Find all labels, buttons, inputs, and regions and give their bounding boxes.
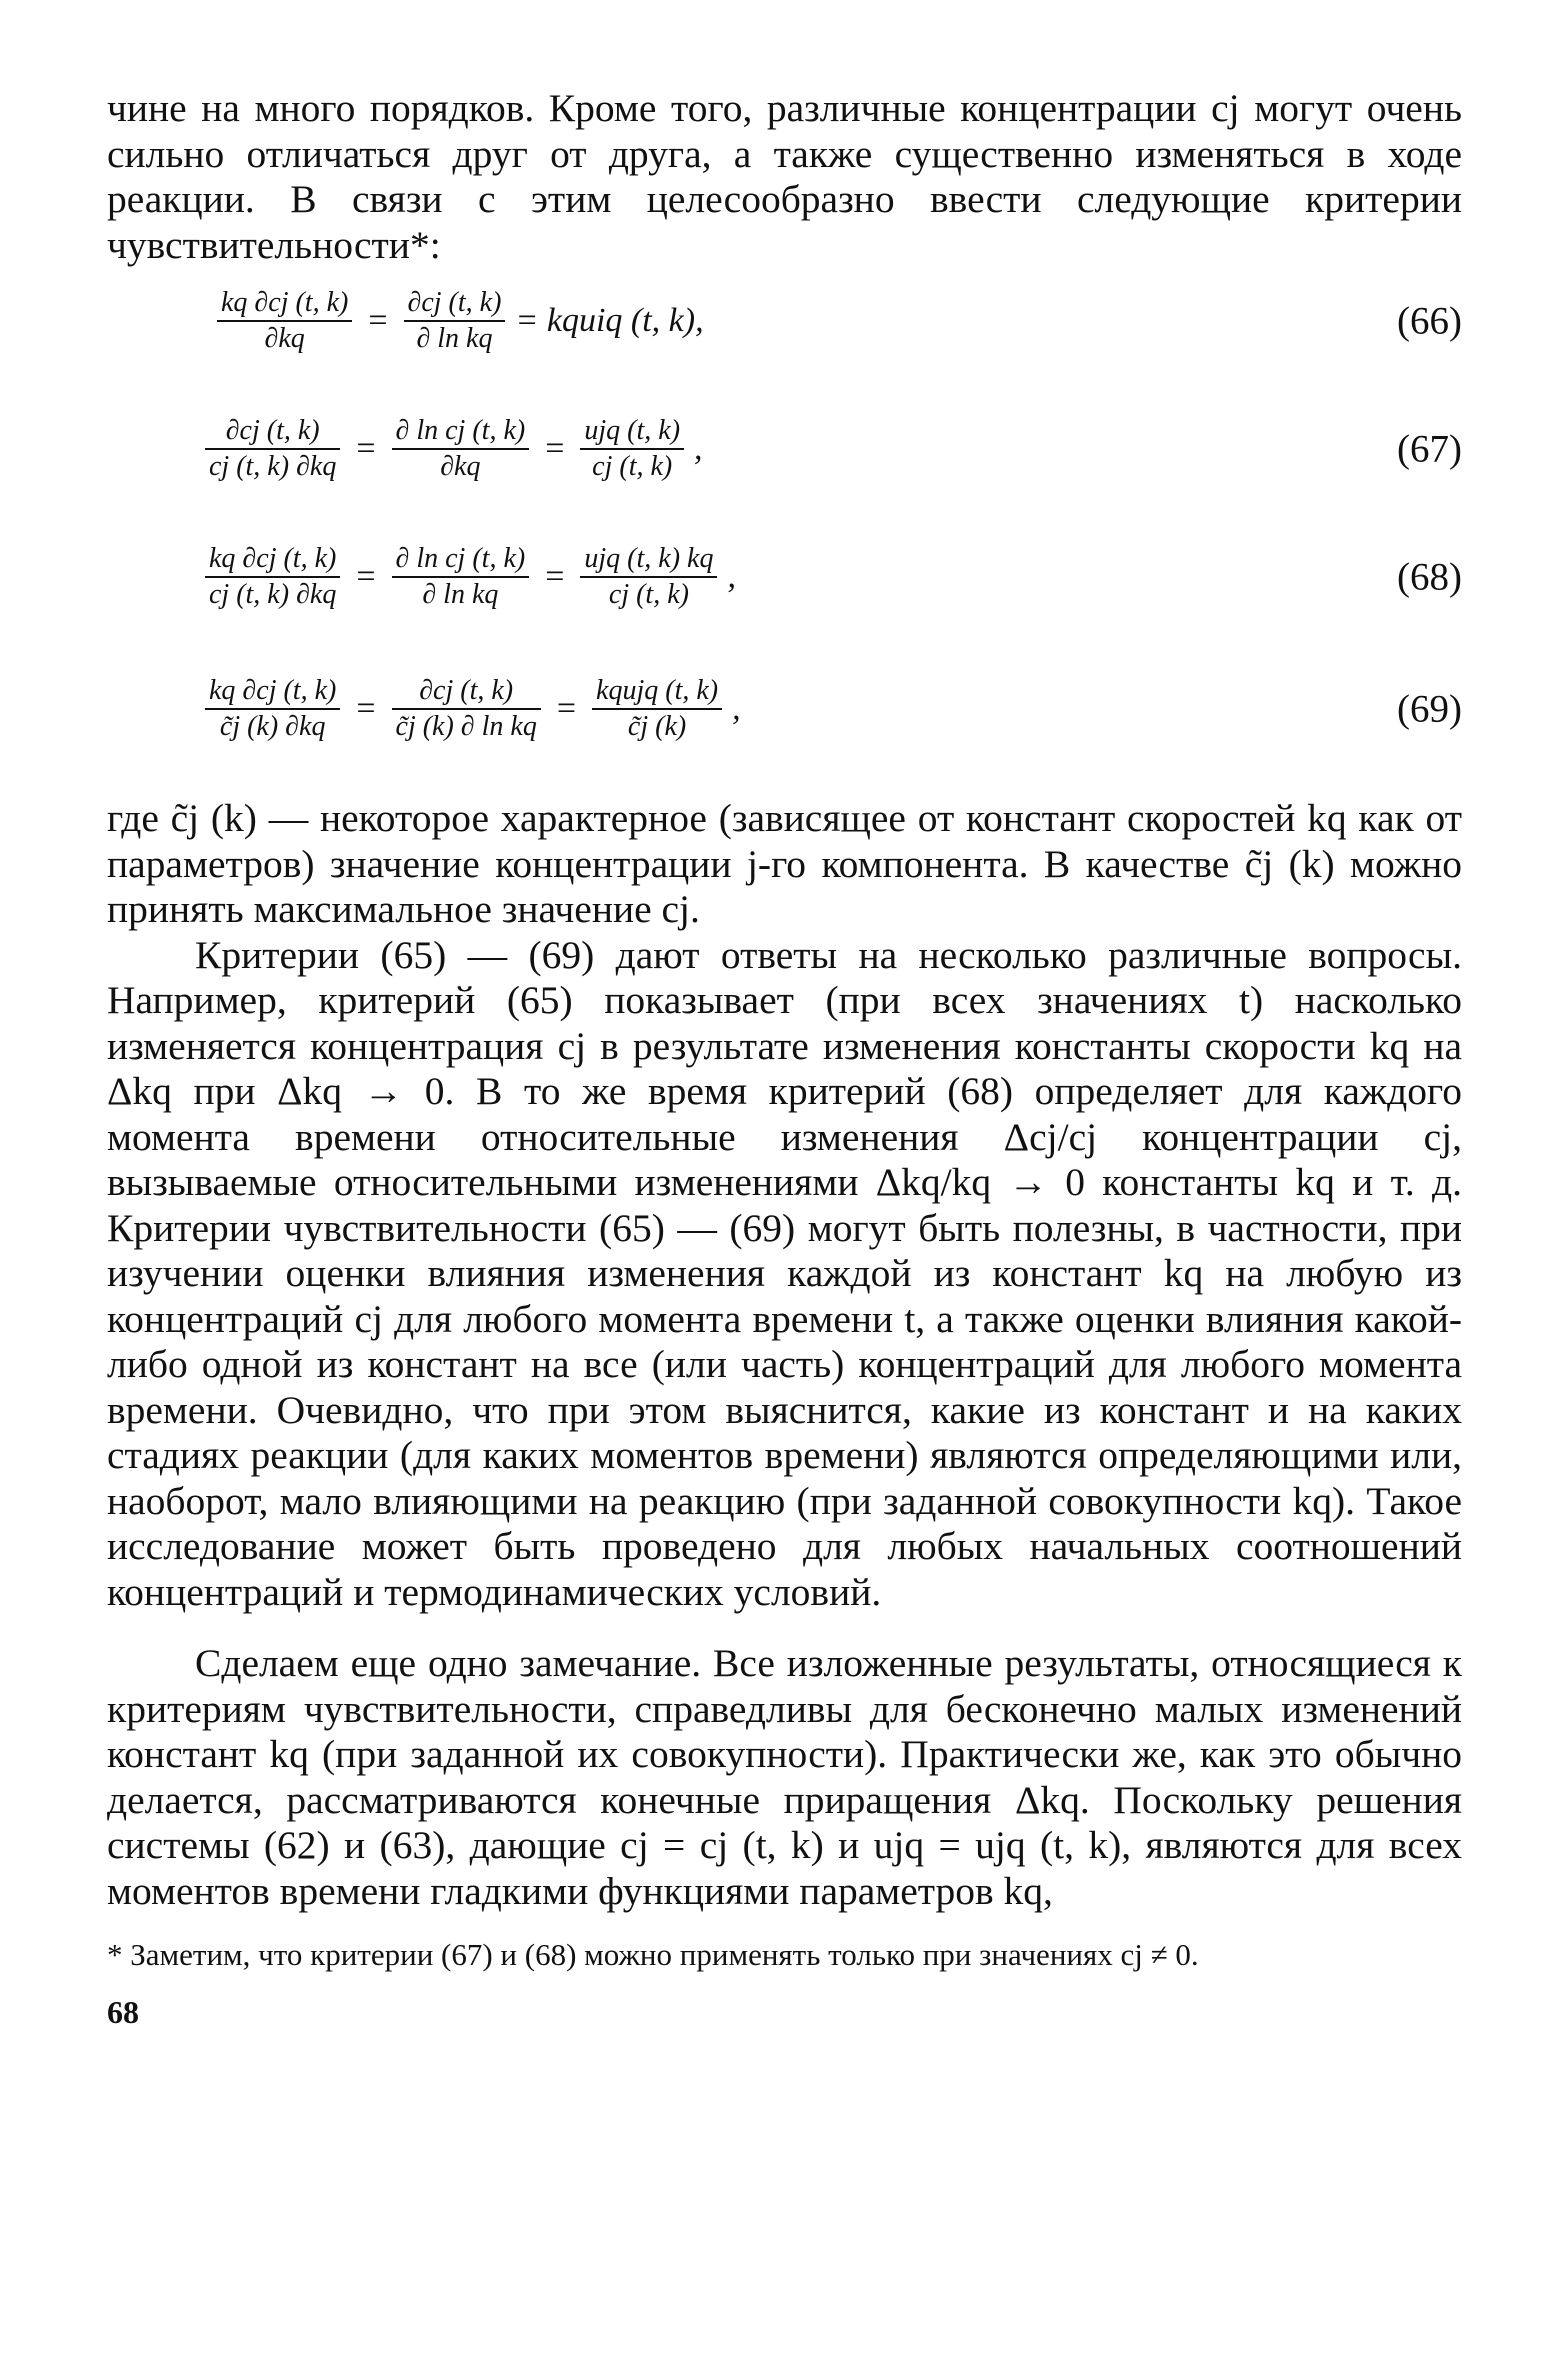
equation-68: $\frac{kq \partial cj (t, k)}{cj (t, k) \partial kq}$ = $\frac{\text{∂ ln cj (t, k)}}{\text{∂ ln kq}}$ = $\frac{\text{ujq (t, k) kq}}{cj (t, k)}$ , (68) (107, 532, 1462, 622)
equation-67: $\frac{\partial cj (t, k)}{cj (t, k) \partial kq}$ = $\frac{\text{∂ ln cj (t, k)}}{\partial kq}$ = $\frac{\text{ujq (t, k)}}{cj (t, k)}$ , (67) (107, 404, 1462, 494)
equation-number-69: (69) (1397, 687, 1462, 731)
eq67-frac-2 (392, 414, 530, 484)
eq68-frac-3-numerator: ujq (t, k) kq (584, 543, 714, 574)
eq69-frac-3 (592, 674, 722, 744)
page-content (107, 86, 1462, 2031)
equation-block (107, 270, 1462, 790)
eq67-frac-1-denominator: cj (t, k) ∂kq (209, 451, 337, 482)
eq67-frac-3-denominator: cj (t, k) (592, 451, 673, 482)
eq68-frac-1-numerator: kq ∂cj (t, k) (209, 543, 337, 574)
eq66-frac-1-denominator: ∂kq (264, 323, 305, 354)
equation-66: $\frac{kq \partial cj (t, k)}{\partial kq}$ = $\frac{\partial cj (t, k)}{\text{∂ ln kq}}$ = kquiq (t, k), (66) (107, 276, 1462, 366)
eq67-tail: , (694, 430, 703, 467)
eq69-frac-1-numerator: kq ∂cj (t, k) (209, 675, 337, 706)
eq69-frac-2-numerator: ∂cj (t, k) (419, 675, 514, 706)
eq68-frac-3 (580, 542, 717, 612)
eq69-frac-3-denominator: c̃j (k) (627, 711, 687, 742)
eq67-frac-3 (580, 414, 684, 484)
eq67-frac-2-denominator: ∂kq (440, 451, 481, 482)
paragraph-intro: чине на много порядков. Кроме того, различные концентрации cj могут очень сильно отличаться друг от друга, а также существенно изменяться в ходе реакции. В связи с этим целесообразно ввести следующие критерии чувствительности*: (107, 86, 1462, 267)
eq68-frac-2-denominator: ∂ ln kq (422, 579, 499, 610)
equation-number-66: (66) (1397, 299, 1462, 343)
eq67-frac-1 (205, 414, 340, 484)
equation-69: $\frac{kq \partial cj (t, k)}{c̃j (k) \partial kq}$ = $\frac{\partial cj (t, k)}{\text{c̃j (k) ∂ ln kq}}$ = $\frac{\text{kqujq (t, k)}}{c̃j (k)}$ , (69) (107, 664, 1462, 754)
eq66-frac-2-numerator: ∂cj (t, k) (407, 287, 502, 318)
eq68-frac-2 (392, 542, 530, 612)
equation-number-68: (68) (1397, 555, 1462, 599)
eq69-frac-1 (205, 674, 340, 744)
eq69-frac-3-numerator: kqujq (t, k) (596, 675, 719, 706)
eq69-tail: , (732, 690, 741, 727)
eq66-frac-2-denominator: ∂ ln kq (416, 323, 493, 354)
page-number: 68 (107, 1994, 139, 2030)
paragraph-remark: Сделаем еще одно замечание. Все изложенные результаты, относящиеся к критериям чувствительности, справедливы для бесконечно малых изменений констант kq (при заданной их совокупности). Практически же, как это обычно делается, рассматриваются конечные приращения Δkq. Поскольку решения системы (62) и (63), дающие cj = cj (t, k) и ujq = ujq (t, k), являются для всех моментов времени гладкими функциями параметров kq, (107, 1641, 1462, 1913)
eq66-frac-1 (217, 286, 352, 356)
eq66-frac-2 (404, 286, 506, 356)
eq69-frac-2 (392, 674, 541, 744)
eq67-frac-1-numerator: ∂cj (t, k) (225, 415, 320, 446)
eq69-frac-1-denominator: c̃j (k) ∂kq (219, 711, 326, 742)
paragraph-criteria: Критерии (65) — (69) дают ответы на несколько различные вопросы. Например, критерий (65) показывает (при всех значениях t) насколько изменяется концентрация cj в результате изменения константы скорости kq на Δkq при Δkq → 0. В то же время критерий (68) определяет для каждого момента времени относительные изменения Δcj/cj концентрации cj, вызываемые относительными изменениями Δkq/kq → 0 константы kq и т. д. Критерии чувствительности (65) — (69) могут быть полезны, в частности, при изучении оценки влияния изменения каждой из констант kq на любую из концентраций cj для любого момента времени t, а также оценки влияния какой-либо одной из констант на все (или часть) концентраций для любого момента времени. Очевидно, что при этом выяснится, какие из констант и на каких стадиях реакции (для каких моментов времени) являются определяющими или, наоборот, мало влияющими на реакцию (при заданной совокупности kq). Такое исследование может быть проведено для любых начальных соотношений концентраций и термодинамических условий. (107, 932, 1462, 1614)
eq69-frac-2-denominator: c̃j (k) ∂ ln kq (395, 711, 537, 742)
eq68-frac-1 (205, 542, 340, 612)
eq67-frac-3-numerator: ujq (t, k) (584, 415, 681, 446)
eq66-tail: = kquiq (t, k), (515, 302, 704, 339)
eq66-frac-1-numerator: kq ∂cj (t, k) (221, 287, 349, 318)
eq68-frac-3-denominator: cj (t, k) (608, 579, 689, 610)
eq67-frac-2-numerator: ∂ ln cj (t, k) (395, 415, 526, 446)
eq68-tail: , (727, 558, 736, 595)
footnote: * Заметим, что критерии (67) и (68) можно применять только при значениях cj ≠ 0. (107, 1937, 1199, 1972)
eq68-frac-2-numerator: ∂ ln cj (t, k) (395, 543, 526, 574)
eq68-frac-1-denominator: cj (t, k) ∂kq (209, 579, 337, 610)
equation-number-67: (67) (1397, 427, 1462, 471)
paragraph-definition: где c̃j (k) — некоторое характерное (зависящее от констант скоростей kq как от параметров) значение концентрации j-го компонента. В качестве c̃j (k) можно принять максимальное значение cj. (107, 796, 1462, 931)
